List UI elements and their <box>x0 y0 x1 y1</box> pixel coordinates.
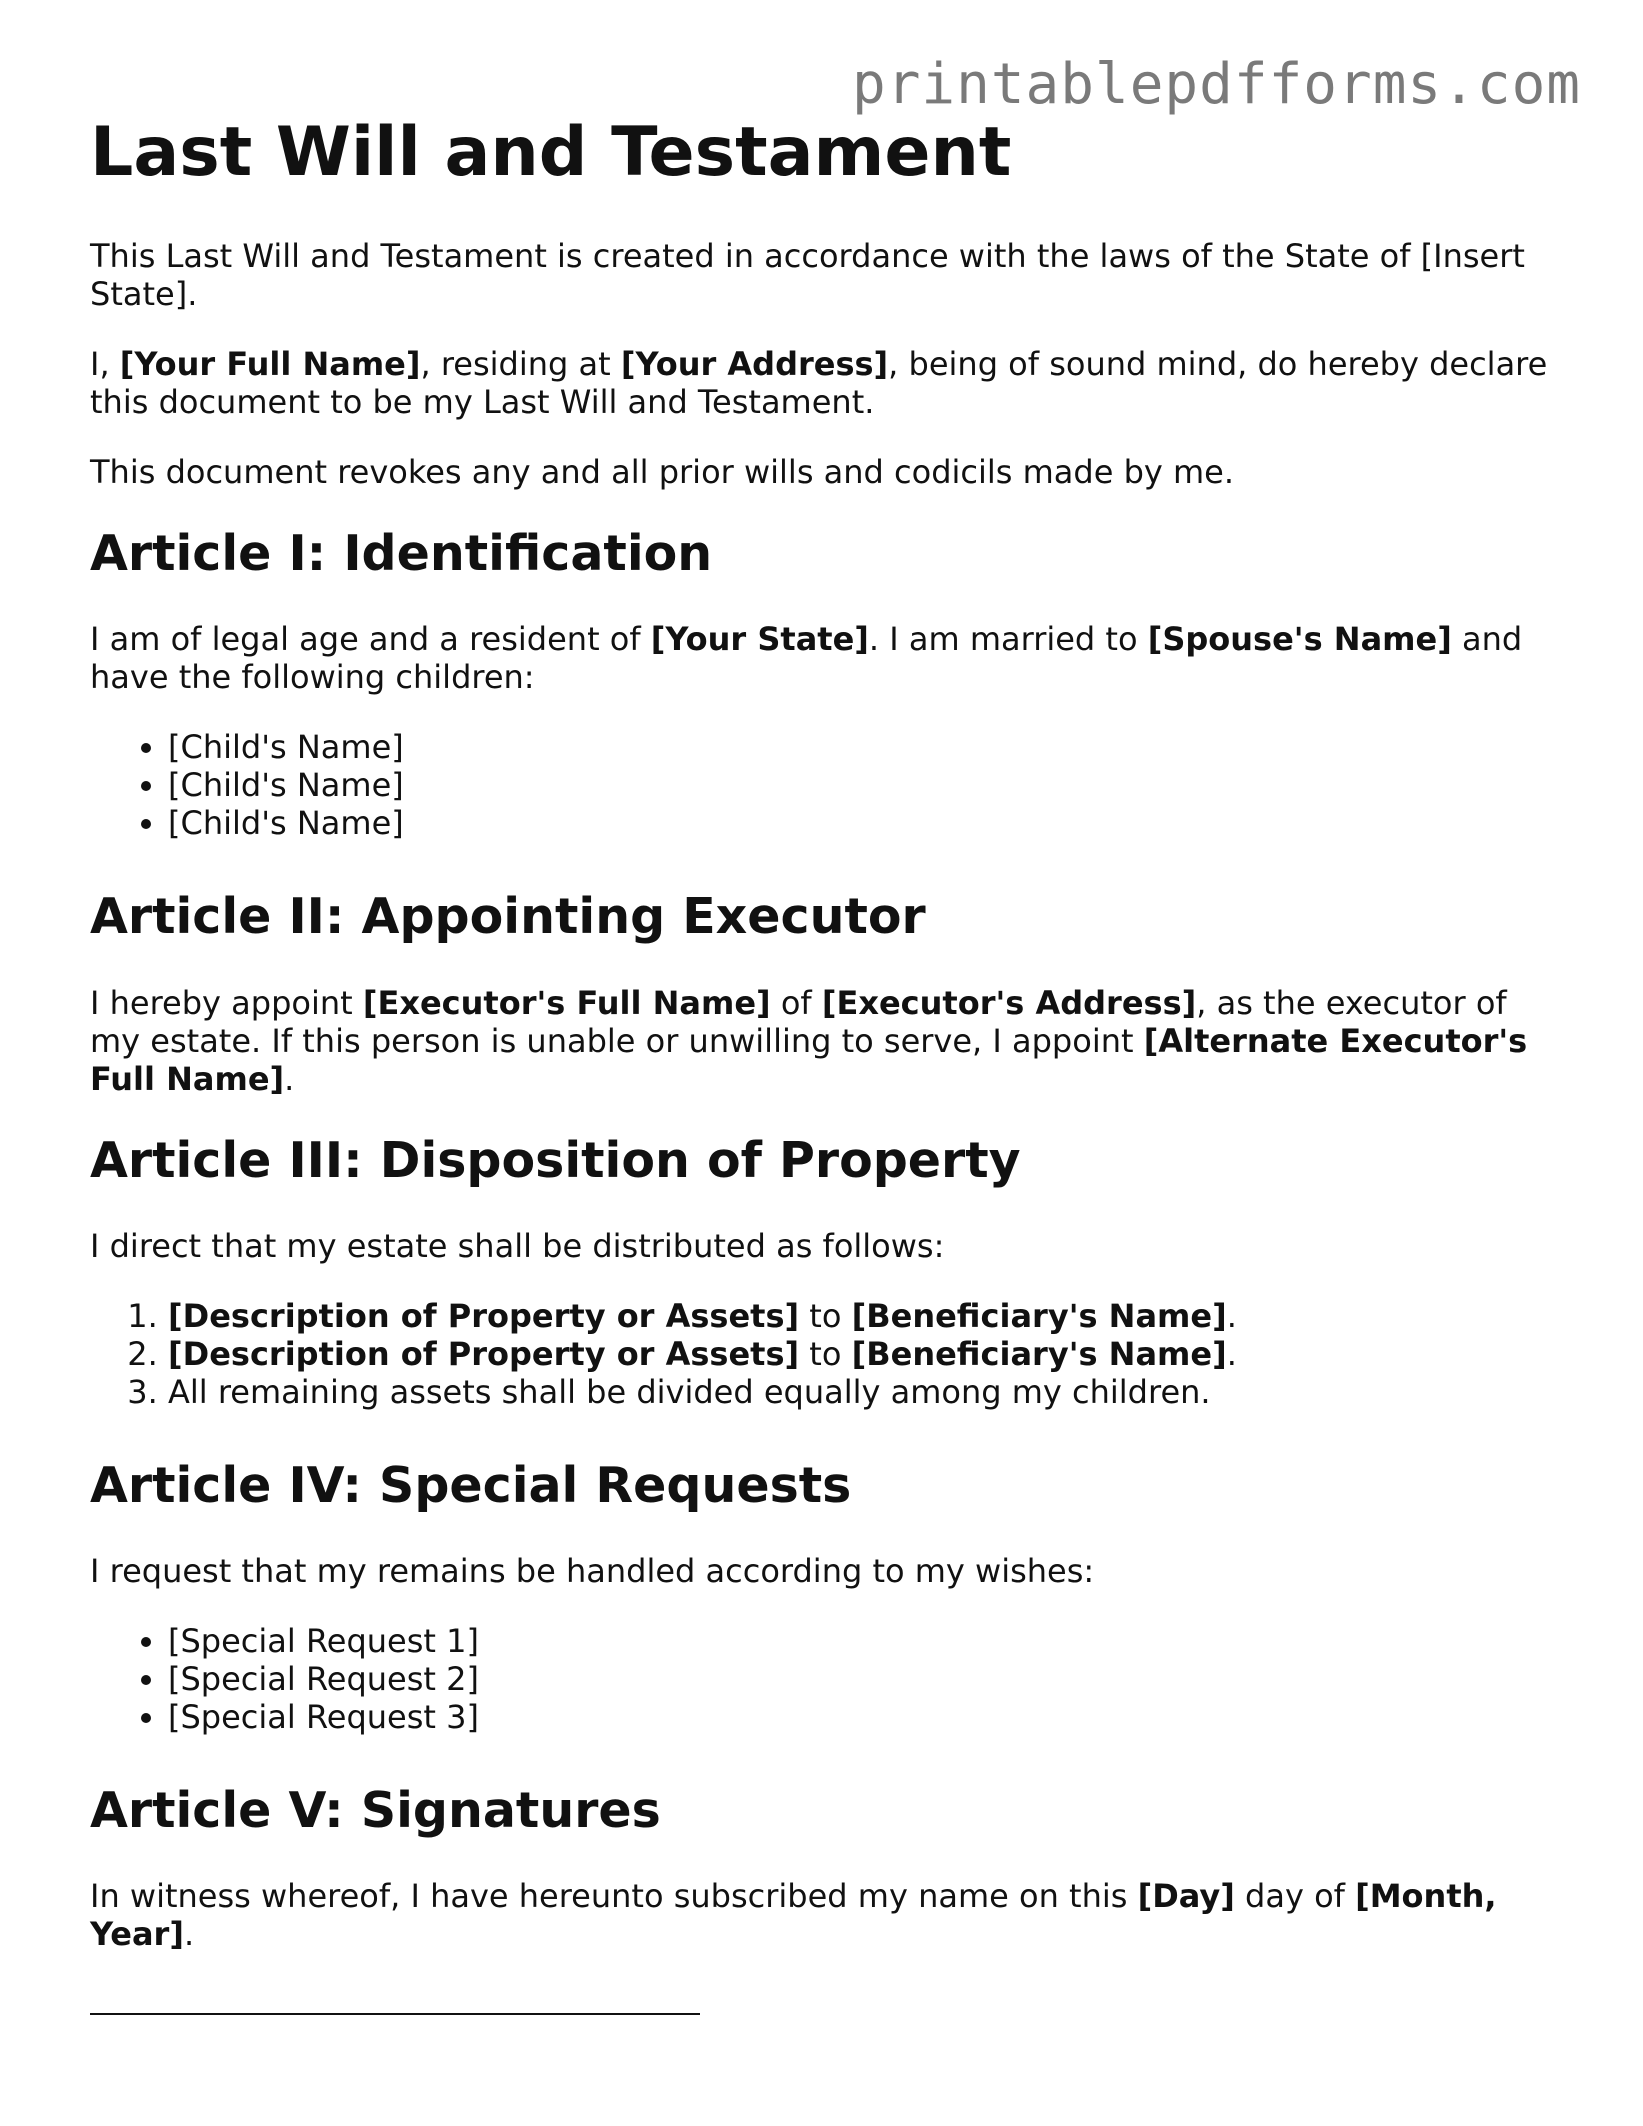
article-1-text: I am of legal age and a resident of [Your State]. I am married to [Spouse's Name] and have the following children: <box>90 620 1523 697</box>
article-2-text: I hereby appoint [Executor's Full Name] of [Executor's Address], as the executor of my estate. If this person is unable or unwilling to serve, I appoint [Alternate Executor's Full Name]. <box>90 983 1528 1098</box>
document-body <box>90 110 1550 2015</box>
document-title: Last Will and Testament <box>90 113 1012 192</box>
article-1-heading: Article I: Identification <box>90 525 713 582</box>
list-item: • [Child's Name] <box>168 766 1550 804</box>
your-state-placeholder: [Your State] <box>650 620 869 659</box>
property-list <box>90 1297 1550 1411</box>
watermark: printablepdfforms.com <box>851 52 1581 117</box>
list-item: 3. All remaining assets shall be divided equally among my children. <box>168 1373 1550 1411</box>
article-4-heading: Article IV: Special Requests <box>90 1456 852 1514</box>
list-item: • [Special Request 3] <box>168 1698 1550 1736</box>
list-item: • [Special Request 2] <box>168 1660 1550 1698</box>
article-5-heading: Article V: Signatures <box>90 1782 661 1839</box>
month-year-placeholder: [Month, Year] <box>90 1877 1497 1954</box>
list-item: • [Child's Name] <box>168 728 1550 766</box>
list-item: 2. [Description of Property or Assets] to [Beneficiary's Name]. <box>168 1335 1550 1373</box>
children-list <box>90 728 1550 842</box>
list-item: • [Child's Name] <box>168 804 1550 842</box>
list-item: 1. [Description of Property or Assets] to [Beneficiary's Name]. <box>168 1297 1550 1335</box>
article-3-intro: I direct that my estate shall be distributed as follows: <box>90 1226 945 1265</box>
article-2-heading: Article II: Appointing Executor <box>90 888 926 946</box>
your-address-placeholder: [Your Address] <box>620 345 889 383</box>
your-full-name-placeholder: [Your Full Name] <box>119 345 421 383</box>
day-placeholder: [Day] <box>1137 1877 1235 1916</box>
article-5-text: In witness whereof, I have hereunto subscribed my name on this [Day] day of [Month, Year]. <box>90 1877 1497 1954</box>
alternate-executor-placeholder: [Alternate Executor's Full Name] <box>90 1021 1528 1098</box>
spouse-name-placeholder: [Spouse's Name] <box>1147 620 1452 659</box>
article-4-intro: I request that my remains be handled according to my wishes: <box>90 1552 1095 1590</box>
article-3-heading: Article III: Disposition of Property <box>90 1131 1021 1189</box>
executor-name-placeholder: [Executor's Full Name] <box>362 983 771 1022</box>
list-item: • [Special Request 1] <box>168 1622 1550 1660</box>
executor-address-placeholder: [Executor's Address] <box>821 983 1197 1022</box>
intro-paragraph-revocation: This document revokes any and all prior wills and codicils made by me. <box>90 453 1235 491</box>
intro-paragraph-declaration: I, [Your Full Name], residing at [Your Address], being of sound mind, do hereby declare this document to be my Last Will and Testament. <box>90 345 1548 421</box>
special-requests-list <box>90 1622 1550 1736</box>
intro-paragraph-state: This Last Will and Testament is created in accordance with the laws of the State of [Insert State]. <box>90 237 1525 313</box>
signature-line <box>90 2013 700 2015</box>
